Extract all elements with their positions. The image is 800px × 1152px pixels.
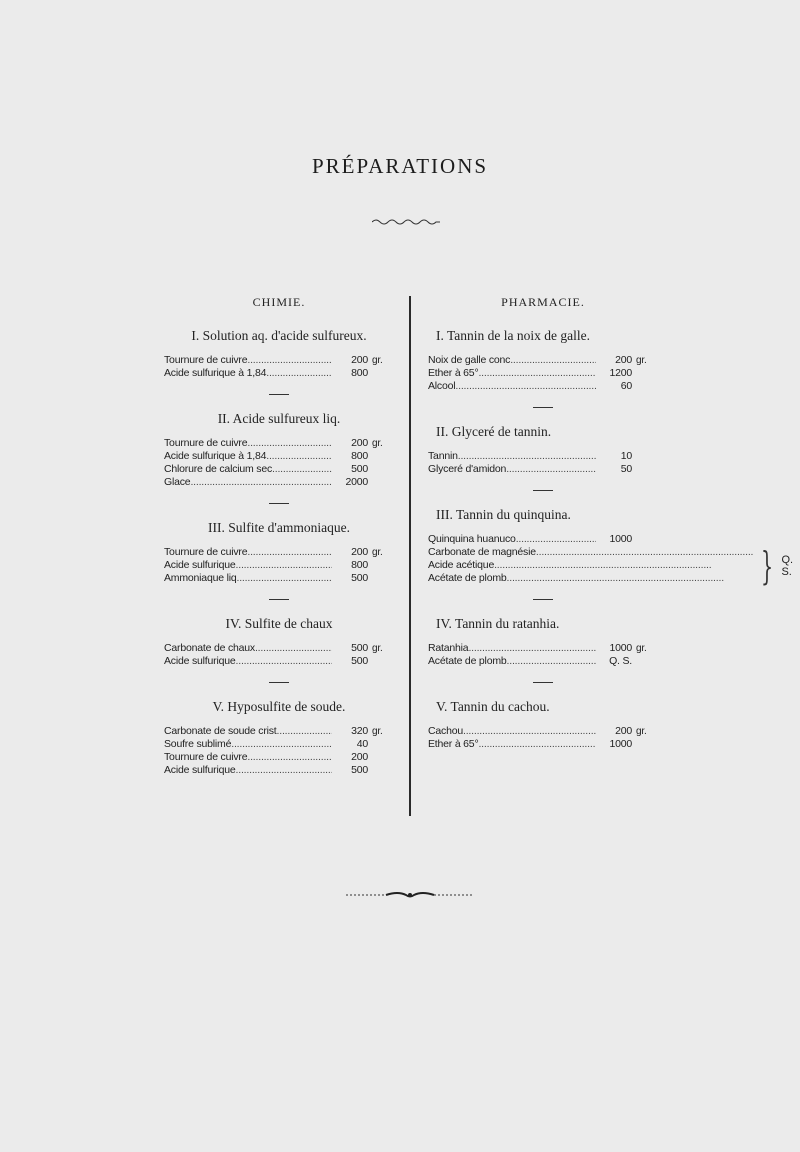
section-rule xyxy=(269,682,289,683)
section-title: V. Hyposulfite de soude. xyxy=(212,699,346,714)
recipe-row: Acide sulfurique ..... 500 xyxy=(164,764,394,777)
section-rule xyxy=(533,599,553,600)
recipe-row: Ratanhia ..... 1000 gr. xyxy=(428,642,658,655)
section-rule xyxy=(269,599,289,600)
recipe-row: Carbonate de magnésie ..... xyxy=(428,546,753,559)
section-title: V. Tannin du cachou. xyxy=(436,699,550,714)
recipe-row: Acide sulfurique ..... 800 xyxy=(164,559,394,572)
recipe-row: Ether à 65° ..... 1200 xyxy=(428,367,658,380)
recipe-row: Tournure de cuivre ..... 200 xyxy=(164,751,394,764)
section-title: I. Tannin de la noix de galle. xyxy=(436,328,591,343)
recipe-row: Acide sulfurique à 1,84 ..... 800 xyxy=(164,367,394,380)
section-title: II. Glyceré de tannin. xyxy=(436,424,552,439)
column-header-pharmacie: PHARMACIE. xyxy=(501,295,585,309)
section-title: III. Tannin du quinquina. xyxy=(436,507,571,522)
column-header-chimie: CHIMIE. xyxy=(252,295,306,309)
section-title: III. Sulfite d'ammoniaque. xyxy=(208,520,350,535)
recipe-row: Glyceré d'amidon ..... 50 xyxy=(428,463,658,476)
recipe-row: Tournure de cuivre ..... 200 gr. xyxy=(164,546,394,559)
recipe-row: Cachou ..... 200 gr. xyxy=(428,725,658,738)
recipe-row: Noix de galle conc ..... 200 gr. xyxy=(428,354,658,367)
section-pharmacie-4 xyxy=(428,616,658,683)
section-pharmacie-5 xyxy=(428,699,658,751)
section-chimie-3 xyxy=(164,520,394,600)
brace-group xyxy=(428,543,794,588)
footer-ornament xyxy=(346,890,474,900)
recipe-row: Tournure de cuivre ..... 200 gr. xyxy=(164,437,394,450)
chimie-column xyxy=(164,292,394,777)
section-title: IV. Tannin du ratanhia. xyxy=(436,616,560,631)
section-rule xyxy=(269,394,289,395)
recipe-row: Acétate de plomb ..... xyxy=(428,572,753,585)
section-rule xyxy=(533,682,553,683)
section-chimie-1 xyxy=(164,328,394,395)
section-rule xyxy=(269,503,289,504)
recipe-row: Acide sulfurique à 1,84 ..... 800 xyxy=(164,450,394,463)
recipe-row: Carbonate de chaux ..... 500 gr. xyxy=(164,642,394,655)
recipe-row: Acétate de plomb ..... Q. S. xyxy=(428,655,658,668)
section-pharmacie-3 xyxy=(428,507,794,600)
recipe-row: Quinquina huanuco ..... 1000 xyxy=(428,533,658,546)
recipe-row: Tannin ..... 10 xyxy=(428,450,658,463)
brace-label: Q. S. xyxy=(781,553,794,578)
recipe-row: Acide acétique ..... xyxy=(428,559,753,572)
pharmacie-column xyxy=(428,292,794,751)
recipe-row: Soufre sublimé ..... 40 xyxy=(164,738,394,751)
section-title: II. Acide sulfureux liq. xyxy=(217,411,341,426)
page-title: PRÉPARATIONS xyxy=(311,154,489,178)
section-chimie-5 xyxy=(164,699,394,777)
section-pharmacie-2 xyxy=(428,424,658,491)
section-rule xyxy=(533,490,553,491)
recipe-row: Ether à 65° ..... 1000 xyxy=(428,738,658,751)
recipe-row: Tournure de cuivre ..... 200 gr. xyxy=(164,354,394,367)
section-rule xyxy=(533,407,553,408)
title-ornament xyxy=(372,218,440,226)
recipe-row: Ammoniaque liq ..... 500 xyxy=(164,572,394,585)
curly-brace-icon: } xyxy=(761,543,774,588)
recipe-row: Acide sulfurique ..... 500 xyxy=(164,655,394,668)
recipe-row: Carbonate de soude crist ..... 320 gr. xyxy=(164,725,394,738)
section-chimie-2 xyxy=(164,411,394,504)
column-divider xyxy=(409,296,411,816)
recipe-row: Chlorure de calcium sec ..... 500 xyxy=(164,463,394,476)
section-chimie-4 xyxy=(164,616,394,683)
section-title: IV. Sulfite de chaux xyxy=(225,616,333,631)
section-pharmacie-1 xyxy=(428,328,658,408)
recipe-row: Glace ..... 2000 xyxy=(164,476,394,489)
section-title: I. Solution aq. d'acide sulfureux. xyxy=(191,328,367,343)
recipe-row: Alcool ..... 60 xyxy=(428,380,658,393)
